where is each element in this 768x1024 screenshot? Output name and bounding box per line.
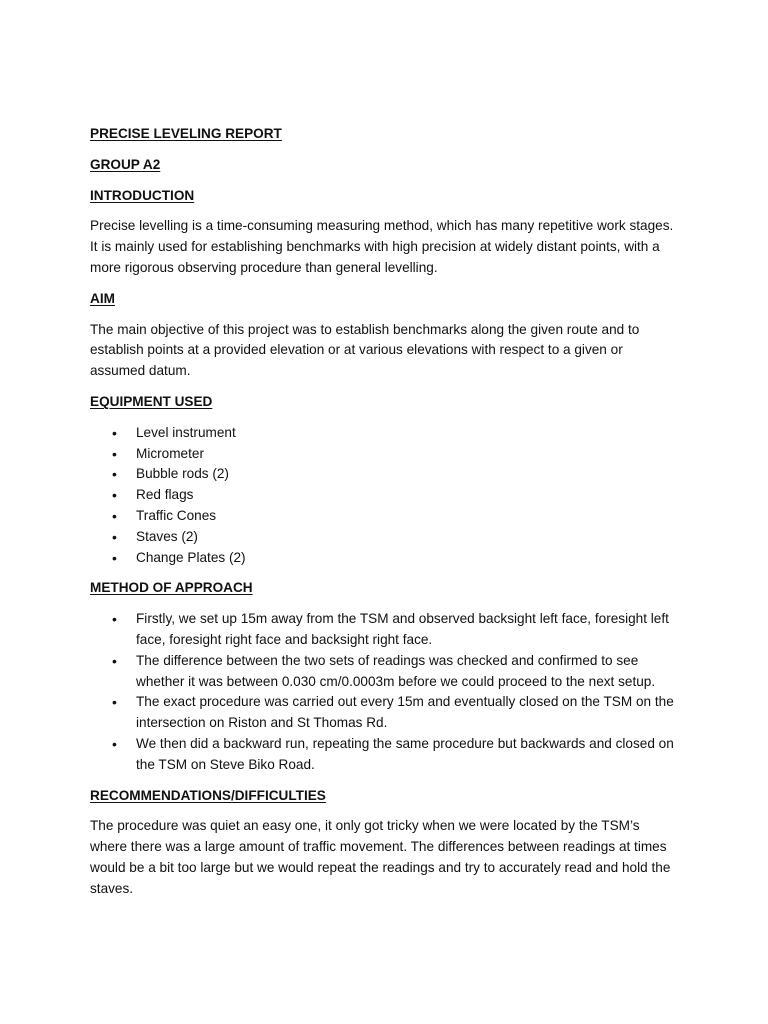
list-item: • Change Plates (2)	[90, 548, 678, 569]
group-heading: GROUP A2	[90, 156, 161, 172]
recommendations-heading: RECOMMENDATIONS/DIFFICULTIES	[90, 787, 326, 803]
introduction-heading: INTRODUCTION	[90, 187, 195, 203]
list-item: • Red flags	[90, 485, 678, 506]
equipment-heading: EQUIPMENT USED	[90, 393, 213, 409]
list-item: • Micrometer	[90, 444, 678, 465]
report-title: PRECISE LEVELING REPORT	[90, 126, 282, 141]
introduction-paragraph: Precise levelling is a time-consuming measuring method, which has many repetitive work stages. It is mainly used for establishing benchmarks with high precision at widely distant points, with a more rigorous observing procedure than general levelling.	[90, 218, 674, 275]
list-item: • We then did a backward run, repeating the same procedure but backwards and closed on the TSM on Steve Biko Road.	[90, 734, 678, 776]
equipment-list	[90, 423, 678, 569]
list-item: • The difference between the two sets of readings was checked and confirmed to see whether it was between 0.030 cm/0.0003m before we could proceed to the next setup.	[90, 651, 678, 693]
aim-heading: AIM	[90, 290, 115, 306]
aim-paragraph: The main objective of this project was to establish benchmarks along the given route and to establish points at a provided elevation or at various elevations with respect to a given or assumed datum.	[90, 321, 640, 379]
recommendations-paragraph: The procedure was quiet an easy one, it only got tricky when we were located by the TSM’s where there was a large amount of traffic movement. The differences between readings at times would be a bit too large but we would repeat the readings and try to accurately read and hold the staves.	[90, 818, 671, 896]
list-item: • Staves (2)	[90, 527, 678, 548]
list-item: • Level instrument	[90, 423, 678, 444]
list-item: • Firstly, we set up 15m away from the TSM and observed backsight left face, foresight left face, foresight right face and backsight right face.	[90, 609, 678, 651]
list-item: • Bubble rods (2)	[90, 464, 678, 485]
method-list	[90, 609, 678, 775]
list-item: • Traffic Cones	[90, 506, 678, 527]
method-heading: METHOD OF APPROACH	[90, 580, 253, 596]
list-item: • The exact procedure was carried out every 15m and eventually closed on the TSM on the intersection on Riston and St Thomas Rd.	[90, 692, 678, 734]
